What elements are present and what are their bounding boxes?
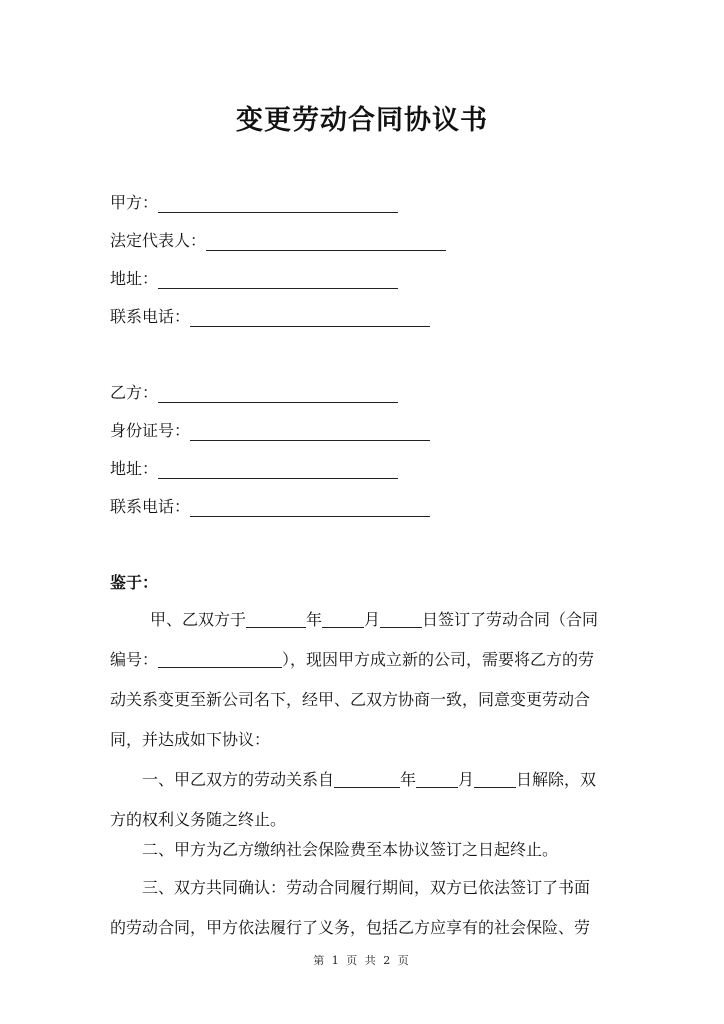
whereas-text: 日签订了劳动合同（合同 xyxy=(422,610,599,629)
party-b-id-field xyxy=(110,421,430,441)
clause-2 xyxy=(110,830,616,870)
whereas-text: 甲、乙双方于 xyxy=(150,610,247,629)
clause-3-text: 的劳动合同，甲方依法履行了义务，包括乙方应享有的社会保险、劳 xyxy=(110,918,591,937)
whereas-text: 动关系变更至新公司名下，经甲、乙双方协商一致，同意变更劳动合 xyxy=(110,690,591,709)
party-a-name-field xyxy=(110,193,398,213)
party-a-phone-label: 联系电话： xyxy=(110,307,191,326)
party-b-address-label: 地址： xyxy=(110,459,159,478)
party-b-address-blank[interactable] xyxy=(158,461,398,479)
clause-1-text: 年 xyxy=(400,770,417,789)
party-b-id-blank[interactable] xyxy=(190,423,430,441)
party-a-address-field xyxy=(110,269,398,289)
party-b-name-label: 乙方： xyxy=(110,383,159,402)
clause-1-text: 方的权利义务随之终止。 xyxy=(110,810,287,829)
sign-day-blank[interactable] xyxy=(380,610,422,628)
whereas-text: 年 xyxy=(306,610,323,629)
party-b-name-field xyxy=(110,383,398,403)
party-a-phone-field xyxy=(110,307,430,327)
whereas-text: 编号： xyxy=(110,650,159,669)
whereas-paragraph xyxy=(110,600,616,760)
party-a-rep-blank[interactable] xyxy=(206,233,446,251)
whereas-text: ），现因甲方成立新的公司，需要将乙方的劳 xyxy=(282,650,595,669)
contract-number-blank[interactable] xyxy=(158,650,282,668)
party-b-address-field xyxy=(110,459,398,479)
termination-month-blank[interactable] xyxy=(416,770,458,788)
clause-2-text: 二、甲方为乙方缴纳社会保险费至本协议签订之日起终止。 xyxy=(142,840,559,859)
termination-year-blank[interactable] xyxy=(334,770,400,788)
whereas-text: 同，并达成如下协议： xyxy=(110,730,271,749)
document-title: 变更劳动合同协议书 xyxy=(236,105,488,136)
party-b-name-blank[interactable] xyxy=(158,385,398,403)
clause-1-text: 一、甲乙双方的劳动关系自 xyxy=(142,770,335,789)
clause-1 xyxy=(110,760,616,840)
party-a-address-label: 地址： xyxy=(110,269,159,288)
whereas-text: 月 xyxy=(364,610,381,629)
party-b-phone-field xyxy=(110,497,430,517)
party-b-id-label: 身份证号： xyxy=(110,421,191,440)
page-footer: 第 1 页 共 2 页 xyxy=(313,954,411,967)
party-b-phone-blank[interactable] xyxy=(190,499,430,517)
clause-3 xyxy=(110,868,616,948)
party-b-phone-label: 联系电话： xyxy=(110,497,191,516)
party-a-phone-blank[interactable] xyxy=(190,309,430,327)
termination-day-blank[interactable] xyxy=(474,770,516,788)
party-a-name-blank[interactable] xyxy=(158,195,398,213)
whereas-heading: 鉴于： xyxy=(110,573,159,592)
party-a-rep-label: 法定代表人： xyxy=(110,231,207,250)
party-a-address-blank[interactable] xyxy=(158,271,398,289)
clause-1-text: 月 xyxy=(458,770,475,789)
clause-3-text: 三、双方共同确认：劳动合同履行期间，双方已依法签订了书面 xyxy=(142,878,591,897)
clause-1-text: 日解除，双 xyxy=(516,770,597,789)
party-a-name-label: 甲方： xyxy=(110,193,159,212)
party-a-rep-field xyxy=(110,231,446,251)
sign-year-blank[interactable] xyxy=(246,610,306,628)
sign-month-blank[interactable] xyxy=(322,610,364,628)
